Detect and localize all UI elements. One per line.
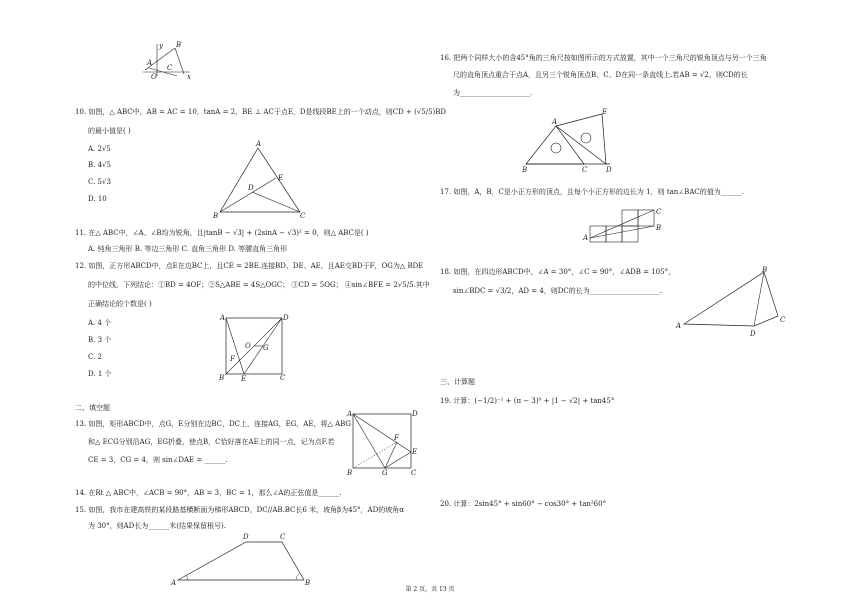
q18-stem-cont: sin∠BDC = √3/2，AD = 4，则DC的长为____________________. [453,287,662,295]
q10-option-a: A. 2√5 [88,145,111,153]
fig-label: C [280,533,286,541]
fig-label: C [411,469,417,477]
q17-stem: 17. 如图，A，B，C是小正方形的顶点，且每个小正方形的边长为 1，则 tan∠BAC的值为______. [440,188,744,196]
fig-label: A [147,59,153,67]
q12-option-b: B. 3 个 [88,336,112,344]
fig-label: E [278,174,284,182]
q15-stem-cont: 为 30°，则AD长为______米(结果保留根号). [88,522,226,530]
q18-stem: 18. 如图，在四边形ABCD中，∠A = 30°，∠C = 90°，∠ADB = 105°， [440,268,676,276]
figure-q18-quadrilateral [674,264,794,340]
q10-option-d: D. 10 [88,195,107,203]
q16-stem: 16. 把两个同样大小的含45°角的三角尺按如图所示的方式放置，其中一个三角尺的锐角顶点与另一个三角 [440,54,767,62]
q13-stem: 13. 如图，矩形ABCD中，点G，E分别在边BC，DC上，连接AG，EG，AE，将△ ABG [75,420,351,428]
fig-label: C [167,64,173,72]
q20-stem: 20. 计算：2sin45° + sin60° − cos30° + tan²60° [440,500,607,508]
fig-label: A [256,140,262,148]
fig-label: G [382,469,388,477]
figure-q17-grid [582,208,672,248]
fig-label: F [230,355,235,363]
fig-label: A [552,118,558,126]
fig-label: B [176,41,182,49]
fig-label: B [347,469,353,477]
fig-label: O [151,73,157,81]
fig-label: A [583,234,589,242]
fig-label: A [347,410,353,418]
section-calc-heading: 三、计算题 [440,378,475,386]
fig-label: C [280,374,286,382]
q12-option-d: D. 1 个 [88,370,112,378]
fig-label: D [283,314,289,322]
fig-label: C [780,316,786,324]
q10-stem-cont: 的最小值是( ) [88,127,131,135]
fig-label: O [245,342,251,350]
q12-stem: 12. 如图，正方形ABCD中，点E在边BC上，且CE = 2BE.连接BD、DE、AE，且AE交BD于F，OG为△ BDE [75,262,424,270]
figure-q13-rectangle [345,408,420,478]
fig-label: B [219,374,225,382]
q15-stem: 15. 如图，我市在建高铁的某段路基横断面为梯形ABCD，DC//AB.BC长6 米，坡角β为45°，AD的坡角α [75,506,404,514]
fig-label: A [171,579,177,587]
q12-option-c: C. 2 [88,353,103,361]
fig-label: E [602,108,608,116]
q11-stem: 11. 在△ ABC中，∠A、∠B均为锐角，且|tanB − √3| + (2sinA − √3)² = 0，则△ ABC是( ) [75,229,369,237]
q16-stem-cont2: 为____________________. [453,89,533,97]
figure-q16-triangles [518,108,618,174]
q11-options: A. 钝角三角形 B. 等边三角形 C. 直角三角形 D. 等腰直角三角形 [88,245,288,253]
section-fill-in-heading: 二、填空题 [75,404,110,412]
fig-label: C [656,208,662,216]
fig-label: A [676,322,682,330]
fig-label: D [606,166,612,174]
fig-label: D [248,184,254,192]
fig-label: E [241,375,247,383]
fig-label: E [412,448,418,456]
fig-label: G [263,344,269,352]
q10-option-b: B. 4√5 [88,161,111,169]
figure-q12-square [218,312,298,382]
fig-label: C [582,166,588,174]
fig-label: B [305,579,311,587]
q16-stem-cont: 尺的直角顶点重合于点A，且另三个锐角顶点B、C、D在同一条直线上.若AB = √2，则CD的长 [453,71,748,79]
fig-label: D [243,533,249,541]
fig-label: A [220,314,226,322]
fig-label: B [762,266,768,274]
fig-label: y [159,42,163,50]
fig-label: B [656,224,662,232]
q14-stem: 14. 在Rt △ ABC中，∠ACB = 90°，AB = 3，BC = 1，那么∠A的正弦值是______. [75,489,342,497]
q10-stem: 10. 如图，△ ABC中，AB = AC = 10，tanA = 2，BE ⊥ AC于点E，D是线段BE上的一个动点，则CD + (√5/5)BD [75,108,447,116]
q13-stem-cont2: CE = 3，CG = 4，则 sin∠DAE = ______. [88,456,228,464]
q12-option-a: A. 4 个 [88,319,112,327]
figure-q9-coordinate [135,40,195,82]
q12-stem-cont2: 正确结论的个数是( ) [88,300,152,308]
page-footer: 第 2 页，共 13 页 [405,586,455,593]
fig-label: x [187,73,191,81]
q10-option-c: C. 5√3 [88,178,111,186]
fig-label: B [522,166,528,174]
q12-stem-cont: 的中位线，下列结论：①BD = 4OF；②S△ABE = 4S△OGC； ③CD = 5OG； ④sin∠BFE = 2√5/5.其中 [88,281,430,289]
fig-label: D [750,330,756,338]
fig-label: C [300,212,306,220]
fig-label: D [412,410,418,418]
q19-stem: 19. 计算：(−1/2)⁻¹ + (π − 3)⁰ + |1 − √2| + tan45° [440,397,615,405]
q13-stem-cont: 和△ ECG分别沿AG，EG折叠，使点B，C恰好落在AE上的同一点，记为点F.若 [88,438,335,446]
fig-label: B [213,212,219,220]
figure-q15-trapezoid [168,530,318,586]
figure-q10-triangle [210,140,310,220]
fig-label: F [394,434,399,442]
